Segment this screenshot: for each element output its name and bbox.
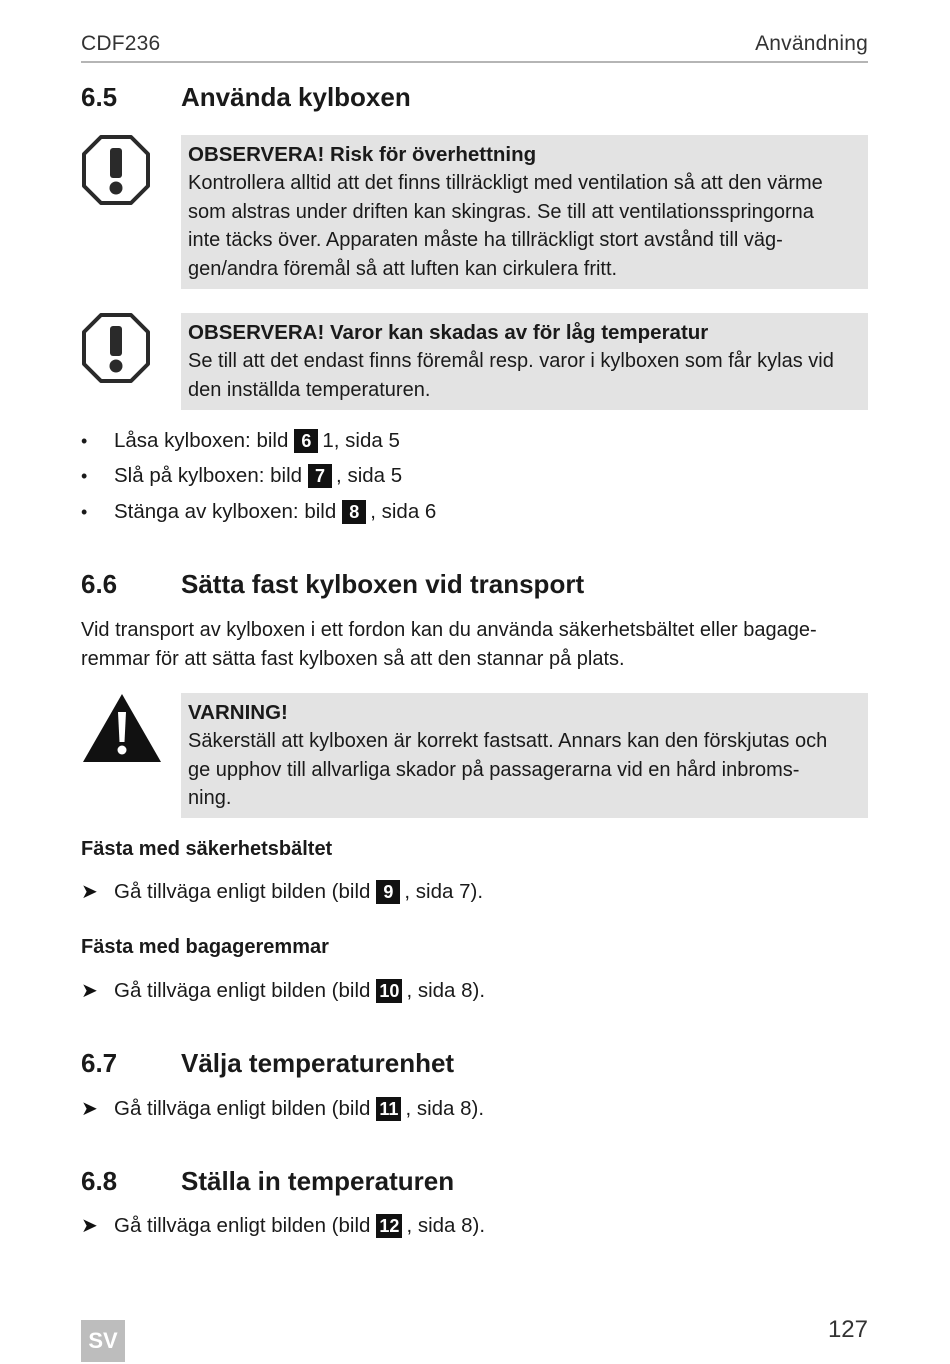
step-item [81, 1211, 485, 1241]
list-item [81, 426, 400, 456]
warning-box [181, 693, 868, 818]
intro-line: Vid transport av kylboxen i ett fordon kan du använda säkerhetsbältet eller bagage- [81, 619, 817, 641]
step-arrow-icon: ➤ [81, 1215, 98, 1237]
notice-line: Se till att det endast finns föremål resp. varor i kylboxen som får kylas vid [188, 350, 834, 372]
section-title-6-7: Välja temperaturenhet [181, 1048, 455, 1078]
section-intro [81, 616, 871, 673]
notice-line: inte täcks över. Apparaten måste ha tillräckligt stort avstånd till väg- [188, 229, 783, 251]
notice-icon [81, 312, 151, 389]
notice-line: den inställda temperaturen. [188, 378, 431, 401]
step-text: Gå tillväga enligt bilden (bild [114, 1214, 371, 1237]
figure-ref-badge: 12 [376, 1214, 402, 1238]
subheading-straps: Fästa med bagageremmar [81, 936, 329, 958]
section-number-6-8: 6.8 [81, 1166, 118, 1196]
list-item-text: Stänga av kylboxen: bild [114, 500, 337, 523]
warning-title: VARNING! [188, 701, 288, 724]
step-arrow-icon: ➤ [81, 881, 98, 903]
notice-line: gen/andra föremål så att luften kan cirkulera fritt. [188, 257, 618, 280]
list-item [81, 497, 436, 527]
bullet: • [81, 431, 88, 451]
intro-line: remmar för att sätta fast kylboxen så att den stannar på plats. [81, 647, 625, 670]
step-arrow-icon: ➤ [81, 980, 98, 1002]
list-item-text: Låsa kylboxen: bild [114, 429, 289, 452]
figure-ref-badge: 8 [342, 500, 366, 524]
figure-ref-badge: 9 [376, 880, 400, 904]
step-item [81, 976, 485, 1006]
step-text: Gå tillväga enligt bilden (bild [114, 979, 371, 1002]
language-badge: SV [81, 1320, 125, 1362]
list-item-text: Slå på kylboxen: bild [114, 464, 303, 487]
step-suffix: , sida 7). [404, 880, 484, 903]
section-number-6-7: 6.7 [81, 1048, 118, 1078]
bullet: • [81, 466, 88, 486]
step-item [81, 877, 483, 907]
list-item [81, 461, 402, 491]
step-text: Gå tillväga enligt bilden (bild [114, 880, 371, 903]
section-number-6-5: 6.5 [81, 82, 118, 112]
figure-ref-badge: 6 [294, 429, 318, 453]
section-title-6-8: Ställa in temperaturen [181, 1166, 455, 1196]
list-item-suffix: , sida 5 [336, 464, 403, 487]
figure-ref-badge: 7 [308, 464, 332, 488]
page-number: 127 [827, 1316, 868, 1343]
step-arrow-icon: ➤ [81, 1098, 98, 1120]
header-chapter: Användning [755, 32, 868, 55]
notice-title: OBSERVERA! Varor kan skadas av för låg temperatur [188, 321, 709, 344]
list-item-suffix: , sida 6 [370, 500, 437, 523]
notice-title: OBSERVERA! Risk för överhettning [188, 143, 537, 166]
section-title-6-5: Använda kylboxen [181, 82, 411, 112]
list-item-suffix: 1, sida 5 [322, 429, 400, 452]
step-suffix: , sida 8). [406, 1214, 486, 1237]
header-divider [81, 61, 868, 63]
section-number-6-6: 6.6 [81, 569, 118, 599]
header-doc-id: CDF236 [81, 32, 161, 55]
bullet: • [81, 502, 88, 522]
warning-line: Säkerställ att kylboxen är korrekt fastsatt. Annars kan den förskjutas och [188, 730, 828, 752]
step-item [81, 1094, 484, 1124]
warning-line: ge upphov till allvarliga skador på passagerarna vid en hård inbroms- [188, 758, 800, 781]
step-text: Gå tillväga enligt bilden (bild [114, 1097, 371, 1120]
step-suffix: , sida 8). [405, 1097, 485, 1120]
notice-box-low-temperature [181, 313, 868, 410]
section-title-6-6: Sätta fast kylboxen vid transport [181, 569, 585, 599]
notice-box-overheating [181, 135, 868, 289]
notice-icon [81, 134, 151, 211]
figure-ref-badge: 10 [376, 979, 402, 1003]
subheading-seatbelt: Fästa med säkerhetsbältet [81, 838, 333, 860]
warning-line: ning. [188, 787, 232, 809]
notice-line: Kontrollera alltid att det finns tillräckligt med ventilation så att den värme [188, 172, 823, 194]
warning-triangle-icon [81, 692, 163, 769]
step-suffix: , sida 8). [406, 979, 486, 1002]
figure-ref-badge: 11 [376, 1097, 401, 1121]
notice-line: som alstras under driften kan skingras. Se till att ventilationsspringorna [188, 200, 814, 223]
